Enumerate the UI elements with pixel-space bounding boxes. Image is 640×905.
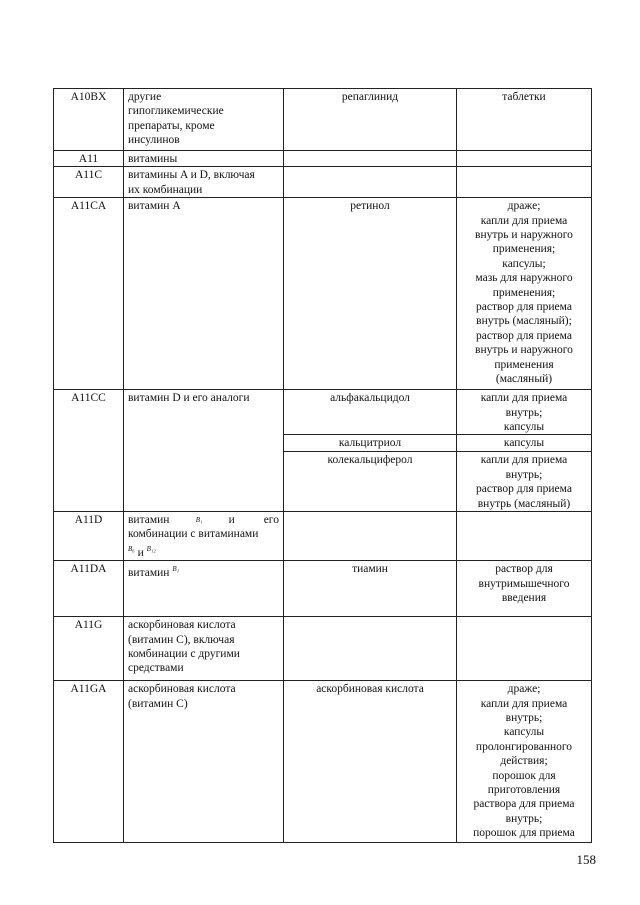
- atc-code-cell: [54, 512, 124, 561]
- group-name-line: комбинации с другими: [128, 647, 240, 660]
- atc-code: A11GA: [70, 683, 107, 696]
- atc-code-cell: [54, 198, 124, 390]
- dosage-form-line: (масляный): [495, 373, 553, 386]
- substance-cell: [284, 390, 457, 435]
- dosage-form-line: драже;: [507, 683, 541, 696]
- dosage-form-line: внутрь;: [505, 406, 543, 419]
- atc-code: A11CA: [70, 200, 107, 213]
- group-name-cell: [124, 561, 284, 617]
- substance-cell: [284, 198, 457, 390]
- dosage-form-line: применения;: [492, 286, 556, 299]
- substance-cell: [284, 167, 457, 198]
- dosage-form-cell: [457, 198, 592, 390]
- dosage-form-line: раствор для приема: [476, 301, 572, 314]
- substance-name: аскорбиновая кислота: [316, 683, 424, 696]
- dosage-form-line: порошок для: [492, 769, 556, 782]
- substance-name: репаглинид: [341, 91, 399, 103]
- table-row: [54, 167, 592, 198]
- dosage-form-line: применения;: [492, 243, 556, 256]
- group-name-line: витамины: [128, 153, 178, 165]
- substance-cell: [284, 561, 457, 617]
- group-name-cell: [124, 617, 284, 681]
- vitamin-symbol: B₁: [195, 516, 203, 525]
- table-row: [54, 390, 592, 435]
- group-name-line: [128, 562, 279, 580]
- group-name-line: другие: [128, 91, 162, 103]
- dosage-form-line: таблетки: [502, 91, 546, 103]
- group-name-line: витамин D и его аналоги: [128, 392, 250, 405]
- group-name-line: (витамин C): [128, 697, 188, 710]
- group-name-cell: [124, 89, 284, 151]
- atc-code-cell: [54, 561, 124, 617]
- dosage-form-line: порошок для приема: [473, 827, 575, 840]
- substance-name: альфакальцидол: [330, 392, 410, 405]
- table-row: [54, 151, 592, 167]
- substance-cell: [284, 435, 457, 452]
- substance-cell: [284, 512, 457, 561]
- drug-classification-table: [53, 88, 592, 843]
- dosage-form-line: внутрь и наружного: [475, 344, 573, 357]
- conjunction: и: [137, 546, 144, 559]
- dosage-form-cell: [457, 512, 592, 561]
- atc-code: A11: [78, 153, 99, 165]
- dosage-form-cell: [457, 167, 592, 198]
- atc-code-cell: [54, 151, 124, 167]
- dosage-form-line: применения: [494, 358, 554, 371]
- vitamin-symbol: B₆: [128, 544, 135, 553]
- dosage-form-line: действия;: [500, 755, 548, 768]
- dosage-form-line: раствор для: [495, 563, 553, 576]
- dosage-form-line: внутрь;: [505, 711, 543, 724]
- group-name-line: витамины A и D, включая: [128, 169, 255, 182]
- atc-code: A11C: [74, 169, 103, 182]
- dosage-form-cell: [457, 151, 592, 167]
- dosage-form-line: внутрь и наружного: [475, 229, 573, 242]
- substance-cell: [284, 151, 457, 167]
- group-name-line: [128, 513, 279, 527]
- dosage-form-line: раствор для приема: [476, 483, 572, 496]
- dosage-form-line: раствора для приема: [473, 798, 575, 811]
- table-row: [54, 681, 592, 843]
- dosage-form-cell: [457, 390, 592, 435]
- table-row: [54, 89, 592, 151]
- group-name-line: комбинации с витаминами: [128, 528, 259, 541]
- dosage-form-line: капли для приема: [480, 214, 568, 227]
- dosage-form-line: капли для приема: [480, 392, 568, 405]
- atc-code-cell: [54, 390, 124, 512]
- atc-code-cell: [54, 89, 124, 151]
- substance-name: тиамин: [352, 563, 388, 576]
- group-name-cell: [124, 390, 284, 512]
- dosage-form-line: приготовления: [487, 783, 561, 796]
- dosage-form-line: раствор для приема: [476, 329, 572, 342]
- group-name-cell: [124, 512, 284, 561]
- group-name-line: витамин A: [128, 200, 181, 213]
- dosage-form-cell: [457, 89, 592, 151]
- dosage-form-line: капсулы: [503, 421, 545, 434]
- dosage-form-cell: [457, 435, 592, 452]
- group-name-word: витамин: [128, 514, 170, 527]
- group-name-line: гипогликемические: [128, 105, 224, 118]
- substance-name: колекальциферол: [327, 454, 413, 467]
- group-name-line: аскорбиновая кислота: [128, 683, 236, 696]
- group-name-line: [128, 542, 279, 560]
- dosage-form-cell: [457, 561, 592, 617]
- atc-code: A10BX: [70, 91, 107, 103]
- substance-cell: [284, 617, 457, 681]
- atc-code: A11G: [74, 619, 103, 632]
- atc-code-cell: [54, 681, 124, 843]
- dosage-form-line: мазь для наружного: [475, 272, 573, 285]
- page-number: 158: [576, 852, 596, 867]
- dosage-form-line: внутрь (масляный);: [476, 315, 572, 328]
- dosage-form-line: введения: [501, 591, 547, 604]
- dosage-form-cell: [457, 617, 592, 681]
- dosage-form-line: пролонгированного: [475, 740, 573, 753]
- dosage-form-line: внутримышечного: [478, 577, 570, 590]
- group-name-cell: [124, 167, 284, 198]
- group-name-cell: [124, 151, 284, 167]
- group-name-line: инсулинов: [128, 134, 180, 147]
- group-name-word: и его: [228, 514, 279, 527]
- group-name-line: аскорбиновая кислота: [128, 619, 236, 632]
- dosage-form-line: капли для приема: [480, 697, 568, 710]
- table-row: [54, 561, 592, 617]
- atc-code-cell: [54, 167, 124, 198]
- table-row: [54, 617, 592, 681]
- dosage-form-cell: [457, 452, 592, 512]
- vitamin-symbol: B₁: [172, 565, 180, 574]
- dosage-form-line: капли для приема: [480, 454, 568, 467]
- table-row: [54, 198, 592, 390]
- atc-code: A11CC: [71, 392, 106, 405]
- vitamin-symbol: B₁₂: [146, 544, 156, 553]
- group-name-line: средствами: [128, 662, 184, 675]
- group-name-cell: [124, 198, 284, 390]
- substance-cell: [284, 89, 457, 151]
- dosage-form-line: внутрь (масляный): [477, 497, 571, 510]
- dosage-form-line: капсулы;: [502, 257, 546, 270]
- group-name-line: препараты, кроме: [128, 119, 215, 132]
- atc-code: A11DA: [70, 563, 107, 576]
- substance-name: ретинол: [350, 200, 390, 213]
- group-name-line: их комбинации: [128, 183, 203, 196]
- dosage-form-line: капсулы: [503, 437, 545, 450]
- group-name-word: витамин: [128, 566, 170, 579]
- dosage-form-line: внутрь;: [505, 468, 543, 481]
- substance-name: кальцитриол: [338, 437, 402, 450]
- table-row: [54, 512, 592, 561]
- substance-cell: [284, 681, 457, 843]
- dosage-form-cell: [457, 681, 592, 843]
- dosage-form-line: драже;: [507, 200, 541, 213]
- atc-code: A11D: [74, 514, 103, 527]
- substance-cell: [284, 452, 457, 512]
- atc-code-cell: [54, 617, 124, 681]
- group-name-line: (витамин C), включая: [128, 633, 235, 646]
- dosage-form-line: внутрь;: [505, 812, 543, 825]
- dosage-form-line: капсулы: [503, 726, 545, 739]
- group-name-cell: [124, 681, 284, 843]
